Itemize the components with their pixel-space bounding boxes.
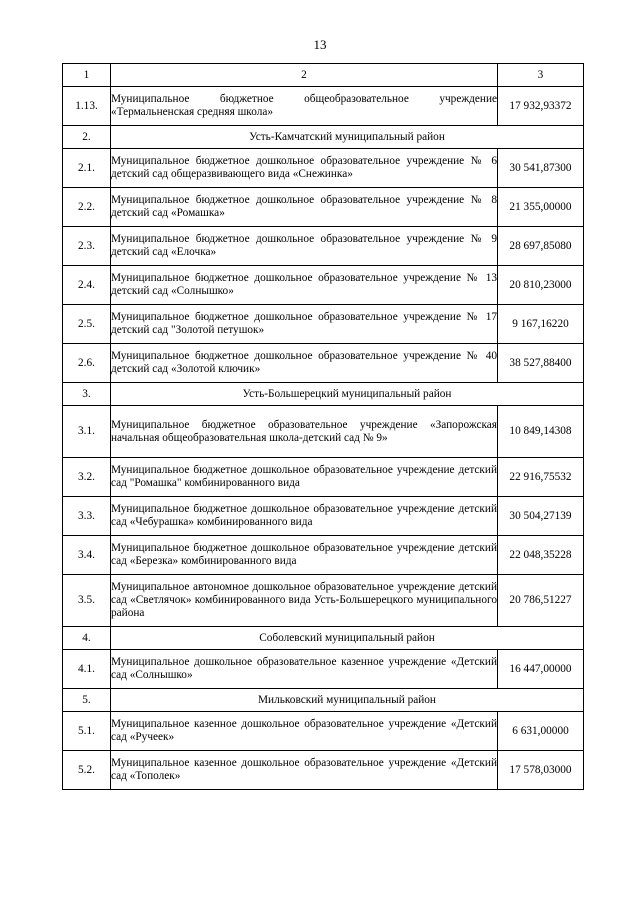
amount-value: 38 527,88400: [498, 344, 584, 383]
section-row: [63, 383, 584, 406]
institution-name: Муниципальное бюджетное дошкольное образовательное учреждение № 13 детский сад «Солнышко»: [111, 266, 498, 305]
header-col-1: 1: [63, 64, 111, 87]
institution-name: Муниципальное бюджетное дошкольное образовательное учреждение детский сад «Чебурашка» комбинированного вида: [111, 497, 498, 536]
item-number: 3.2.: [63, 458, 111, 497]
table-row: [63, 712, 584, 751]
page-number: 13: [313, 37, 327, 52]
amount-value: 10 849,14308: [498, 406, 584, 458]
institution-name: Муниципальное бюджетное дошкольное образовательное учреждение № 9 детский сад «Елочка»: [111, 227, 498, 266]
institution-name: Муниципальное бюджетное дошкольное образовательное учреждение № 17 детский сад "Золотой петушок»: [111, 305, 498, 344]
table-row: [63, 650, 584, 689]
amount-value: 17 932,93372: [498, 87, 584, 126]
section-number: 3.: [63, 383, 111, 406]
amount-value: 22 048,35228: [498, 536, 584, 575]
section-number: 2.: [63, 126, 111, 149]
institution-name: Муниципальное автономное дошкольное образовательное учреждение детский сад «Светлячок» комбинированного вида Усть-Большерецкого муниципального района: [111, 575, 498, 627]
table-row: [63, 87, 584, 126]
amount-value: 20 786,51227: [498, 575, 584, 627]
item-number: 2.5.: [63, 305, 111, 344]
section-number: 4.: [63, 627, 111, 650]
institution-name: Муниципальное бюджетное дошкольное образовательное учреждение № 40 детский сад «Золотой ключик»: [111, 344, 498, 383]
district-name: Усть-Камчатский муниципальный район: [111, 126, 584, 149]
item-number: 4.1.: [63, 650, 111, 689]
amount-value: 30 541,87300: [498, 149, 584, 188]
section-row: [63, 126, 584, 149]
section-row: [63, 627, 584, 650]
institution-name: Муниципальное бюджетное образовательное учреждение «Запорожская начальная общеобразовательная школа-детский сад № 9»: [111, 406, 498, 458]
item-number: 2.2.: [63, 188, 111, 227]
amount-value: 17 578,03000: [498, 751, 584, 790]
item-number: 5.2.: [63, 751, 111, 790]
table-row: [63, 458, 584, 497]
amount-value: 30 504,27139: [498, 497, 584, 536]
institution-name: Муниципальное казенное дошкольное образовательное учреждение «Детский сад «Тополек»: [111, 751, 498, 790]
district-name: Соболевский муниципальный район: [111, 627, 584, 650]
table-header-row: [63, 64, 584, 87]
district-name: Мильковский муниципальный район: [111, 689, 584, 712]
district-name: Усть-Большерецкий муниципальный район: [111, 383, 584, 406]
institution-name: Муниципальное бюджетное дошкольное образовательное учреждение № 8 детский сад «Ромашка»: [111, 188, 498, 227]
table-row: [63, 266, 584, 305]
institutions-table: [62, 63, 584, 790]
item-number: 2.1.: [63, 149, 111, 188]
table-row: [63, 227, 584, 266]
institution-name: Муниципальное бюджетное дошкольное образовательное учреждение детский сад «Березка» комбинированного вида: [111, 536, 498, 575]
section-number: 5.: [63, 689, 111, 712]
amount-value: 22 916,75532: [498, 458, 584, 497]
institution-name: Муниципальное казенное дошкольное образовательное учреждение «Детский сад «Ручеек»: [111, 712, 498, 751]
table-row: [63, 149, 584, 188]
table-row: [63, 575, 584, 627]
table-row: [63, 751, 584, 790]
item-number: 3.4.: [63, 536, 111, 575]
header-col-3: 3: [498, 64, 584, 87]
header-col-2: 2: [111, 64, 498, 87]
item-number: 2.4.: [63, 266, 111, 305]
table-row: [63, 497, 584, 536]
item-number: 3.3.: [63, 497, 111, 536]
institution-name: Муниципальное бюджетное дошкольное образовательное учреждение детский сад "Ромашка" комбинированного вида: [111, 458, 498, 497]
institution-name: Муниципальное бюджетное дошкольное образовательное учреждение № 6 детский сад общеразвивающего вида «Снежинка»: [111, 149, 498, 188]
table-row: [63, 344, 584, 383]
table-row: [63, 305, 584, 344]
amount-value: 20 810,23000: [498, 266, 584, 305]
amount-value: 16 447,00000: [498, 650, 584, 689]
table-row: [63, 536, 584, 575]
table-row: [63, 406, 584, 458]
amount-value: 6 631,00000: [498, 712, 584, 751]
amount-value: 28 697,85080: [498, 227, 584, 266]
item-number: 3.1.: [63, 406, 111, 458]
amount-value: 9 167,16220: [498, 305, 584, 344]
table-body: [63, 64, 584, 790]
table-row: [63, 188, 584, 227]
institution-name: Муниципальное дошкольное образовательное казенное учреждение «Детский сад «Солнышко»: [111, 650, 498, 689]
item-number: 1.13.: [63, 87, 111, 126]
item-number: 5.1.: [63, 712, 111, 751]
institution-name: Муниципальное бюджетное общеобразовательное учреждение «Термальненская средняя школа»: [111, 87, 498, 126]
item-number: 2.3.: [63, 227, 111, 266]
item-number: 2.6.: [63, 344, 111, 383]
amount-value: 21 355,00000: [498, 188, 584, 227]
section-row: [63, 689, 584, 712]
item-number: 3.5.: [63, 575, 111, 627]
